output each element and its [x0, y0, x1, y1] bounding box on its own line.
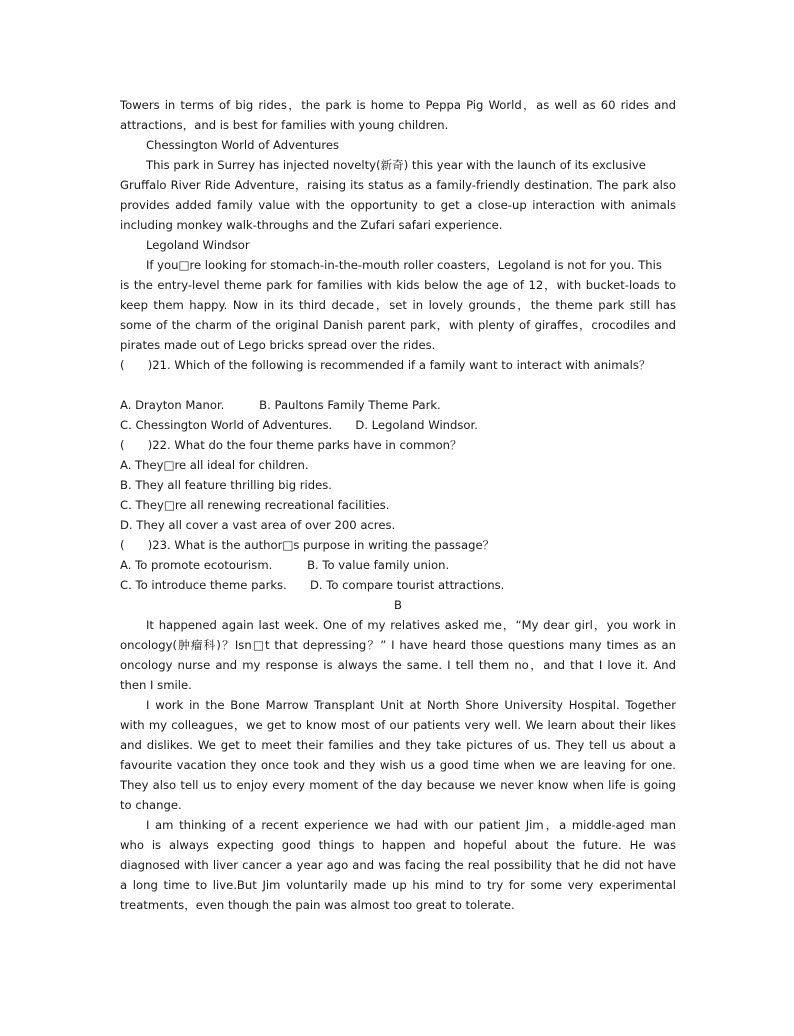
text-line: some of the charm of the original Danish parent park，with plenty of giraffes，crocodiles and [120, 318, 676, 332]
text-line: including monkey walk-throughs and the Zufari safari experience. [120, 218, 503, 232]
text-line: a long time to live.But Jim voluntarily made up his mind to try for some very experimental [120, 878, 676, 892]
text-line: provides added family value with the opportunity to get a close-up interaction with animals [120, 198, 676, 212]
document-page [120, 95, 676, 915]
text-line: Gruffalo River Ride Adventure，raising its status as a family-friendly destination. The park also [120, 178, 676, 192]
text-line: attractions，and is best for families with young children. [120, 118, 449, 132]
text-line: This park in Surrey has injected novelty(新奇) this year with the launch of its exclusive [146, 158, 646, 172]
question-22-stem: ( )22. What do the four theme parks have in common？ [120, 438, 462, 452]
question-21-options: C. Chessington World of Adventures. D. Legoland Windsor. [120, 418, 478, 432]
blank-line [120, 375, 676, 395]
question-21-options: A. Drayton Manor. B. Paultons Family Theme Park. [120, 398, 441, 412]
question-23-stem: ( )23. What is the author□s purpose in writing the passage？ [120, 538, 495, 552]
text-line: I work in the Bone Marrow Transplant Unit at North Shore University Hospital. Together [146, 698, 676, 712]
section-heading-legoland: Legoland Windsor [146, 238, 250, 252]
text-line: If you□re looking for stomach-in-the-mouth roller coasters，Legoland is not for you. This [146, 258, 662, 272]
text-line: They also tell us to enjoy every moment of the day because we never know when life is going [120, 778, 676, 792]
passage-b-label: B [394, 598, 402, 612]
question-21-stem: ( )21. Which of the following is recommended if a family want to interact with animals？ [120, 358, 651, 372]
text-line: with my colleagues，we get to know most of our patients very well. We learn about their likes [120, 718, 676, 732]
question-22-option: C. They□re all renewing recreational facilities. [120, 498, 390, 512]
text-line: favourite vacation they once took and they wish us a good time when we are leaving for one. [120, 758, 676, 772]
text-line: is the entry-level theme park for families with kids below the age of 12，with bucket-loads to [120, 278, 676, 292]
text-line: oncology(肿瘤科)？Isn□t that depressing？” I have heard those questions many times as an [120, 638, 676, 652]
section-heading-chessington: Chessington World of Adventures [146, 138, 340, 152]
text-line: pirates made out of Lego bricks spread over the rides. [120, 338, 436, 352]
text-line: to change. [120, 798, 182, 812]
question-22-option: D. They all cover a vast area of over 200 acres. [120, 518, 396, 532]
text-line: Towers in terms of big rides，the park is home to Peppa Pig World，as well as 60 rides and [120, 98, 676, 112]
text-line: who is always expecting good things to happen and hopeful about the future. He was [120, 838, 676, 852]
question-23-options: C. To introduce theme parks. D. To compare tourist attractions. [120, 578, 505, 592]
text-line: I am thinking of a recent experience we had with our patient Jim，a middle-aged man [146, 818, 676, 832]
question-22-option: A. They□re all ideal for children. [120, 458, 309, 472]
text-line: diagnosed with liver cancer a year ago and was facing the real possibility that he did not have [120, 858, 676, 872]
question-22-option: B. They all feature thrilling big rides. [120, 478, 332, 492]
text-line: treatments，even though the pain was almost too great to tolerate. [120, 898, 515, 912]
text-line: and dislikes. We get to meet their families and they take pictures of us. They tell us about a [120, 738, 676, 752]
text-line: oncology nurse and my response is always the same. I tell them no，and that I love it. And [120, 658, 676, 672]
text-line: then I smile. [120, 678, 192, 692]
question-23-options: A. To promote ecotourism. B. To value family union. [120, 558, 450, 572]
text-line: keep them happy. Now in its third decade，set in lovely grounds，the theme park still has [120, 298, 676, 312]
text-line: It happened again last week. One of my relatives asked me，“My dear girl，you work in [146, 618, 676, 632]
